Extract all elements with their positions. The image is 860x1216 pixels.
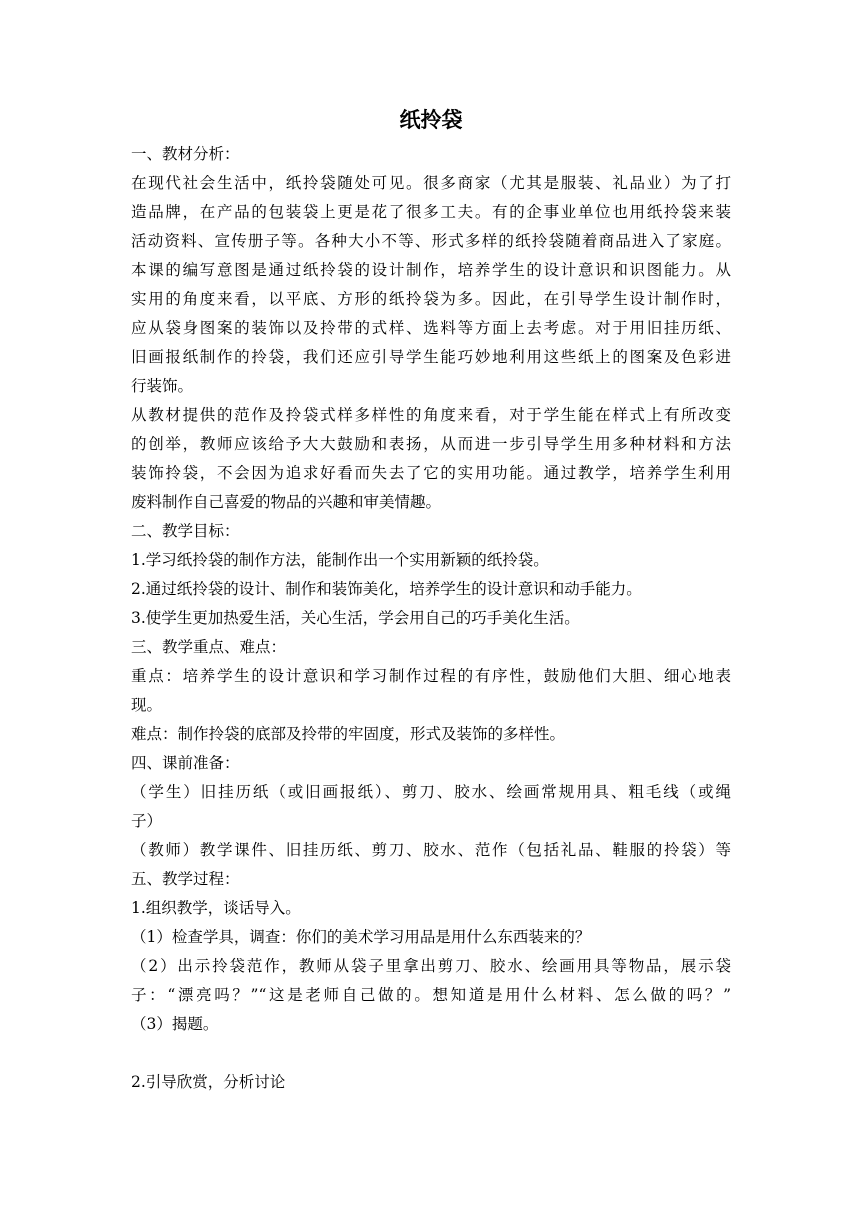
section-heading-objectives: 二、教学目标： bbox=[131, 522, 240, 540]
document-title: 纸拎袋 bbox=[399, 108, 463, 132]
list-item: 1.组织教学，谈话导入。 bbox=[131, 899, 301, 917]
paragraph-line: （教师）教学课件、旧挂历纸、剪刀、胶水、范作（包括礼品、鞋服的拎袋）等 bbox=[131, 841, 731, 859]
paragraph-line: 旧画报纸制作的拎袋，我们还应引导学生能巧妙地利用这些纸上的图案及色彩进 bbox=[131, 348, 731, 366]
paragraph-line: （学生）旧挂历纸（或旧画报纸）、剪刀、胶水、绘画常规用具、粗毛线（或绳 bbox=[131, 783, 731, 801]
list-item: （2）出示拎袋范作，教师从袋子里拿出剪刀、胶水、绘画用具等物品，展示袋 bbox=[131, 957, 731, 975]
paragraph-line: 从教材提供的范作及拎袋式样多样性的角度来看，对于学生能在样式上有所改变 bbox=[131, 406, 731, 424]
section-heading-key-points: 三、教学重点、难点： bbox=[131, 638, 287, 656]
paragraph-line: 难点：制作拎袋的底部及拎带的牢固度，形式及装饰的多样性。 bbox=[131, 725, 566, 743]
paragraph-line: 本课的编写意图是通过纸拎袋的设计制作，培养学生的设计意识和识图能力。从 bbox=[131, 261, 731, 279]
paragraph-line: 造品牌，在产品的包装袋上更是花了很多工夫。有的企事业单位也用纸拎袋来装 bbox=[131, 203, 731, 221]
section-heading-analysis: 一、教材分析： bbox=[131, 145, 240, 163]
paragraph-line: 实用的角度来看，以平底、方形的纸拎袋为多。因此，在引导学生设计制作时， bbox=[131, 290, 731, 308]
paragraph-line: 在现代社会生活中，纸拎袋随处可见。很多商家（尤其是服装、礼品业）为了打 bbox=[131, 174, 731, 192]
paragraph-line: 的创举，教师应该给予大大鼓励和表扬，从而进一步引导学生用多种材料和方法 bbox=[131, 435, 731, 453]
paragraph-line: 应从袋身图案的装饰以及拎带的式样、选料等方面上去考虑。对于用旧挂历纸、 bbox=[131, 319, 731, 337]
list-item: 2.引导欣赏，分析讨论 bbox=[131, 1073, 286, 1091]
paragraph-line: 重点：培养学生的设计意识和学习制作过程的有序性，鼓励他们大胆、细心地表 bbox=[131, 667, 731, 685]
list-item: 3.使学生更加热爱生活，关心生活，学会用自己的巧手美化生活。 bbox=[131, 609, 580, 627]
list-item: 2.通过纸拎袋的设计、制作和装饰美化，培养学生的设计意识和动手能力。 bbox=[131, 580, 642, 598]
paragraph-line: 装饰拎袋，不会因为追求好看而失去了它的实用功能。通过教学，培养学生利用 bbox=[131, 464, 731, 482]
paragraph-line: 子：“漂亮吗？”“这是老师自己做的。想知道是用什么材料、怎么做的吗？” bbox=[131, 986, 731, 1004]
paragraph-line: 子） bbox=[131, 812, 163, 830]
paragraph-line: 行装饰。 bbox=[131, 377, 194, 395]
blank-line bbox=[131, 1039, 731, 1068]
document-page bbox=[131, 100, 731, 1097]
paragraph-line: 活动资料、宣传册子等。各种大小不等、形式多样的纸拎袋随着商品进入了家庭。 bbox=[131, 232, 731, 250]
list-item: （1）检查学具，调查：你们的美术学习用品是用什么东西装来的？ bbox=[131, 928, 591, 946]
list-item: 1.学习纸拎袋的制作方法，能制作出一个实用新颖的纸拎袋。 bbox=[131, 551, 549, 569]
paragraph-line: 现。 bbox=[131, 696, 163, 714]
section-heading-preparation: 四、课前准备： bbox=[131, 754, 240, 772]
paragraph-line: 废料制作自己喜爱的物品的兴趣和审美情趣。 bbox=[131, 493, 442, 511]
list-item: （3）揭题。 bbox=[131, 1015, 219, 1033]
section-heading-process: 五、教学过程： bbox=[131, 870, 240, 888]
